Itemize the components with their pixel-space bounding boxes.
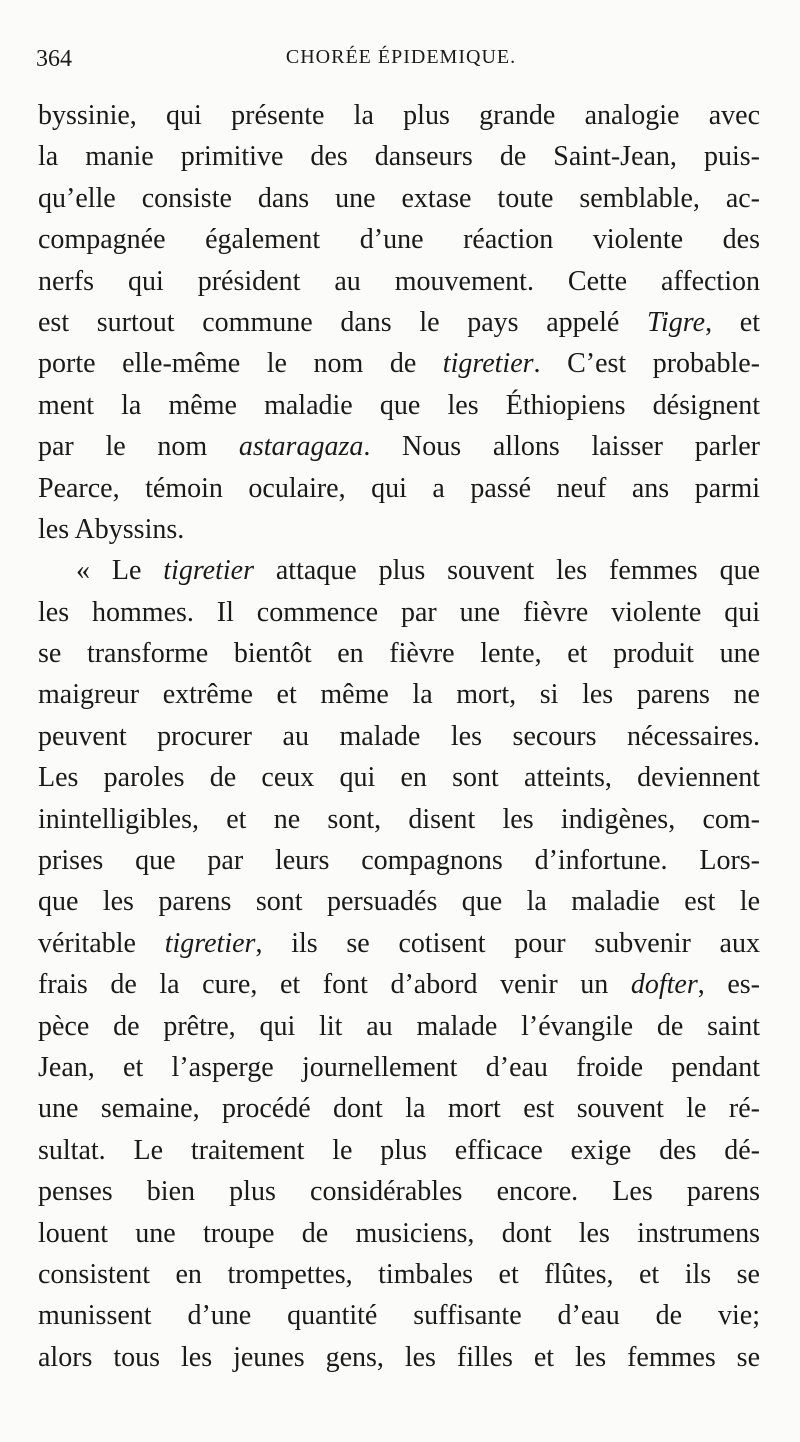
text-line (38, 261, 760, 302)
text-segment: se transforme bientôt en fièvre lente, et produit une (38, 638, 760, 670)
italic-term: tigretier (442, 348, 534, 380)
text-segment: une semaine, procédé dont la mort est souvent le ré- (38, 1093, 760, 1125)
text-line (38, 716, 760, 757)
text-segment: les hommes. Il commence par une fièvre violente qui (38, 596, 760, 628)
text-segment: pèce de prêtre, qui lit au malade l’évangile de saint (38, 1010, 760, 1042)
text-line (38, 1254, 760, 1295)
text-segment: . Nous allons laisser parler (363, 431, 760, 463)
text-segment: la manie primitive des danseurs de Saint-Jean, puis- (38, 141, 760, 173)
text-segment: , ils se cotisent pour subvenir aux (255, 927, 760, 959)
text-segment: attaque plus souvent les femmes que (254, 555, 760, 587)
text-line (38, 799, 760, 840)
text-segment: ment la même maladie que les Éthiopiens désignent (38, 389, 760, 421)
text-segment: inintelligibles, et ne sont, disent les indigènes, com- (38, 803, 760, 835)
text-line (38, 468, 760, 509)
text-line (38, 592, 760, 633)
page-number: 364 (36, 46, 72, 72)
text-segment: Jean, et l’asperge journellement d’eau froide pendant (38, 1051, 760, 1083)
text-segment: penses bien plus considérables encore. Les parens (38, 1176, 760, 1208)
text-line (38, 757, 760, 798)
italic-term: tigretier (163, 555, 254, 587)
italic-term: dofter (630, 969, 698, 1001)
text-segment: Pearce, témoin oculaire, qui a passé neuf ans parmi (38, 472, 760, 504)
body-text (38, 95, 760, 1378)
italic-term: astaragaza (238, 431, 364, 463)
text-line (38, 426, 760, 467)
text-line (38, 1130, 760, 1171)
text-line (38, 1171, 760, 1212)
text-segment: consistent en trompettes, timbales et flûtes, et ils se (38, 1258, 760, 1290)
text-line (38, 674, 760, 715)
text-line (38, 881, 760, 922)
text-line (38, 509, 760, 550)
text-segment: louent une troupe de musiciens, dont les instrumens (38, 1217, 760, 1249)
text-segment: véritable (38, 927, 165, 959)
text-segment: frais de la cure, et font d’abord venir un (38, 969, 631, 1001)
italic-term: tigretier (164, 927, 256, 959)
text-line (38, 923, 760, 964)
text-line (38, 95, 760, 136)
text-segment: munissent d’une quantité suffisante d’eau de vie; (38, 1300, 760, 1332)
text-line (38, 1047, 760, 1088)
text-segment: par le nom (38, 431, 239, 463)
text-segment: les Abyssins. (38, 513, 185, 545)
text-line (38, 840, 760, 881)
text-line (38, 136, 760, 177)
text-line (38, 302, 760, 343)
text-segment: maigreur extrême et même la mort, si les parens ne (38, 679, 760, 711)
text-segment: porte elle-même le nom de (38, 348, 443, 380)
text-segment: . C’est probable- (533, 348, 760, 380)
text-segment: est surtout commune dans le pays appelé (38, 306, 647, 338)
text-line (38, 385, 760, 426)
text-line (38, 964, 760, 1005)
text-segment: byssinie, qui présente la plus grande analogie avec (38, 100, 760, 131)
text-line (38, 1006, 760, 1047)
text-segment: peuvent procurer au malade les secours nécessaires. (38, 720, 760, 752)
text-segment: compagnée également d’une réaction violente des (38, 224, 760, 256)
text-line (38, 1295, 760, 1336)
text-segment: , et (705, 306, 760, 338)
text-segment: Les paroles de ceux qui en sont atteints, deviennent (38, 762, 760, 794)
text-segment: alors tous les jeunes gens, les filles et les femmes se (38, 1341, 760, 1373)
text-line (38, 1088, 760, 1129)
text-line (38, 1337, 760, 1378)
text-segment: « Le (76, 555, 164, 587)
text-segment: que les parens sont persuadés que la maladie est le (38, 886, 760, 918)
text-segment: sultat. Le traitement le plus efficace exige des dé- (38, 1134, 760, 1166)
text-line (38, 633, 760, 674)
text-line (38, 178, 760, 219)
text-line (38, 550, 760, 591)
text-segment: nerfs qui président au mouvement. Cette affection (38, 265, 760, 297)
running-title: CHORÉE ÉPIDEMIQUE. (285, 46, 517, 68)
text-line (38, 1213, 760, 1254)
text-segment: qu’elle consiste dans une extase toute semblable, ac- (38, 182, 760, 214)
text-segment: , es- (697, 969, 760, 1001)
text-line (38, 343, 760, 384)
italic-term: Tigre (647, 306, 706, 338)
page-header (36, 46, 766, 76)
text-line (38, 219, 760, 260)
text-segment: prises que par leurs compagnons d’infortune. Lors- (38, 845, 760, 877)
